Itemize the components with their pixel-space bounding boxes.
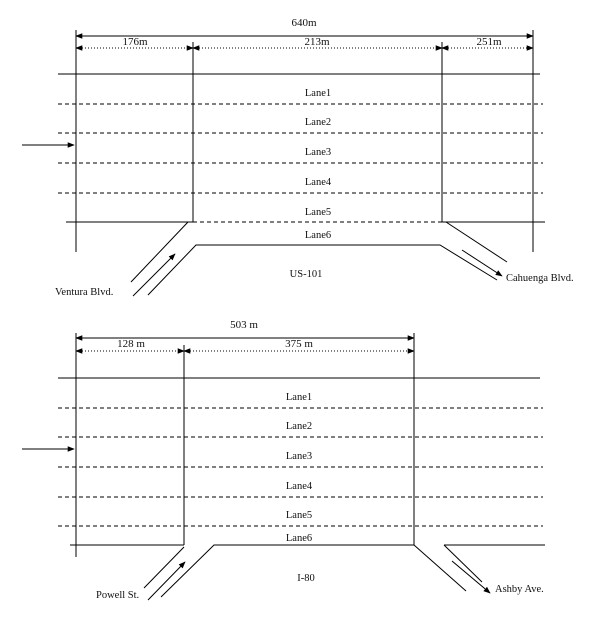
i80-lane5-label: Lane5 <box>285 510 313 521</box>
us101-total-length: 640m <box>291 17 317 29</box>
us101-seg2-length: 213m <box>304 36 330 48</box>
us101-lane6-label: Lane6 <box>304 230 332 241</box>
i80-lane4-label: Lane4 <box>285 481 313 492</box>
us101-offramp-arrow <box>462 250 502 276</box>
i80-seg1-length: 128 m <box>117 338 145 350</box>
i80-total-length: 503 m <box>230 319 258 331</box>
i80-offramp-arrow <box>452 561 490 593</box>
i80-section <box>22 319 545 601</box>
us101-lane1-label: Lane1 <box>304 88 332 99</box>
i80-offramp-name: Ashby Ave. <box>495 584 544 595</box>
i80-lane1-label: Lane1 <box>285 392 313 403</box>
us101-lane3-label: Lane3 <box>304 147 332 158</box>
i80-highway-name: I-80 <box>297 573 315 584</box>
i80-onramp-arrow <box>148 562 185 600</box>
i80-lane2-label: Lane2 <box>285 421 313 432</box>
us101-highway-name: US-101 <box>289 269 323 280</box>
us101-section <box>22 17 574 298</box>
i80-lane6-label: Lane6 <box>285 533 313 544</box>
us101-offramp-name: Cahuenga Blvd. <box>506 273 574 284</box>
i80-seg2-length: 375 m <box>285 338 313 350</box>
i80-onramp-name: Powell St. <box>96 590 140 601</box>
us101-seg1-length: 176m <box>122 36 148 48</box>
us101-lane2-label: Lane2 <box>304 117 332 128</box>
us101-lane5-label: Lane5 <box>304 207 332 218</box>
us101-onramp-name: Ventura Blvd. <box>55 287 114 298</box>
us101-seg3-length: 251m <box>476 36 502 48</box>
us101-lane4-label: Lane4 <box>304 177 332 188</box>
us101-onramp-arrow <box>133 254 175 296</box>
i80-aux-lane-and-ramps <box>144 545 466 597</box>
us101-offramp-edge <box>446 222 507 262</box>
i80-lane3-label: Lane3 <box>285 451 313 462</box>
